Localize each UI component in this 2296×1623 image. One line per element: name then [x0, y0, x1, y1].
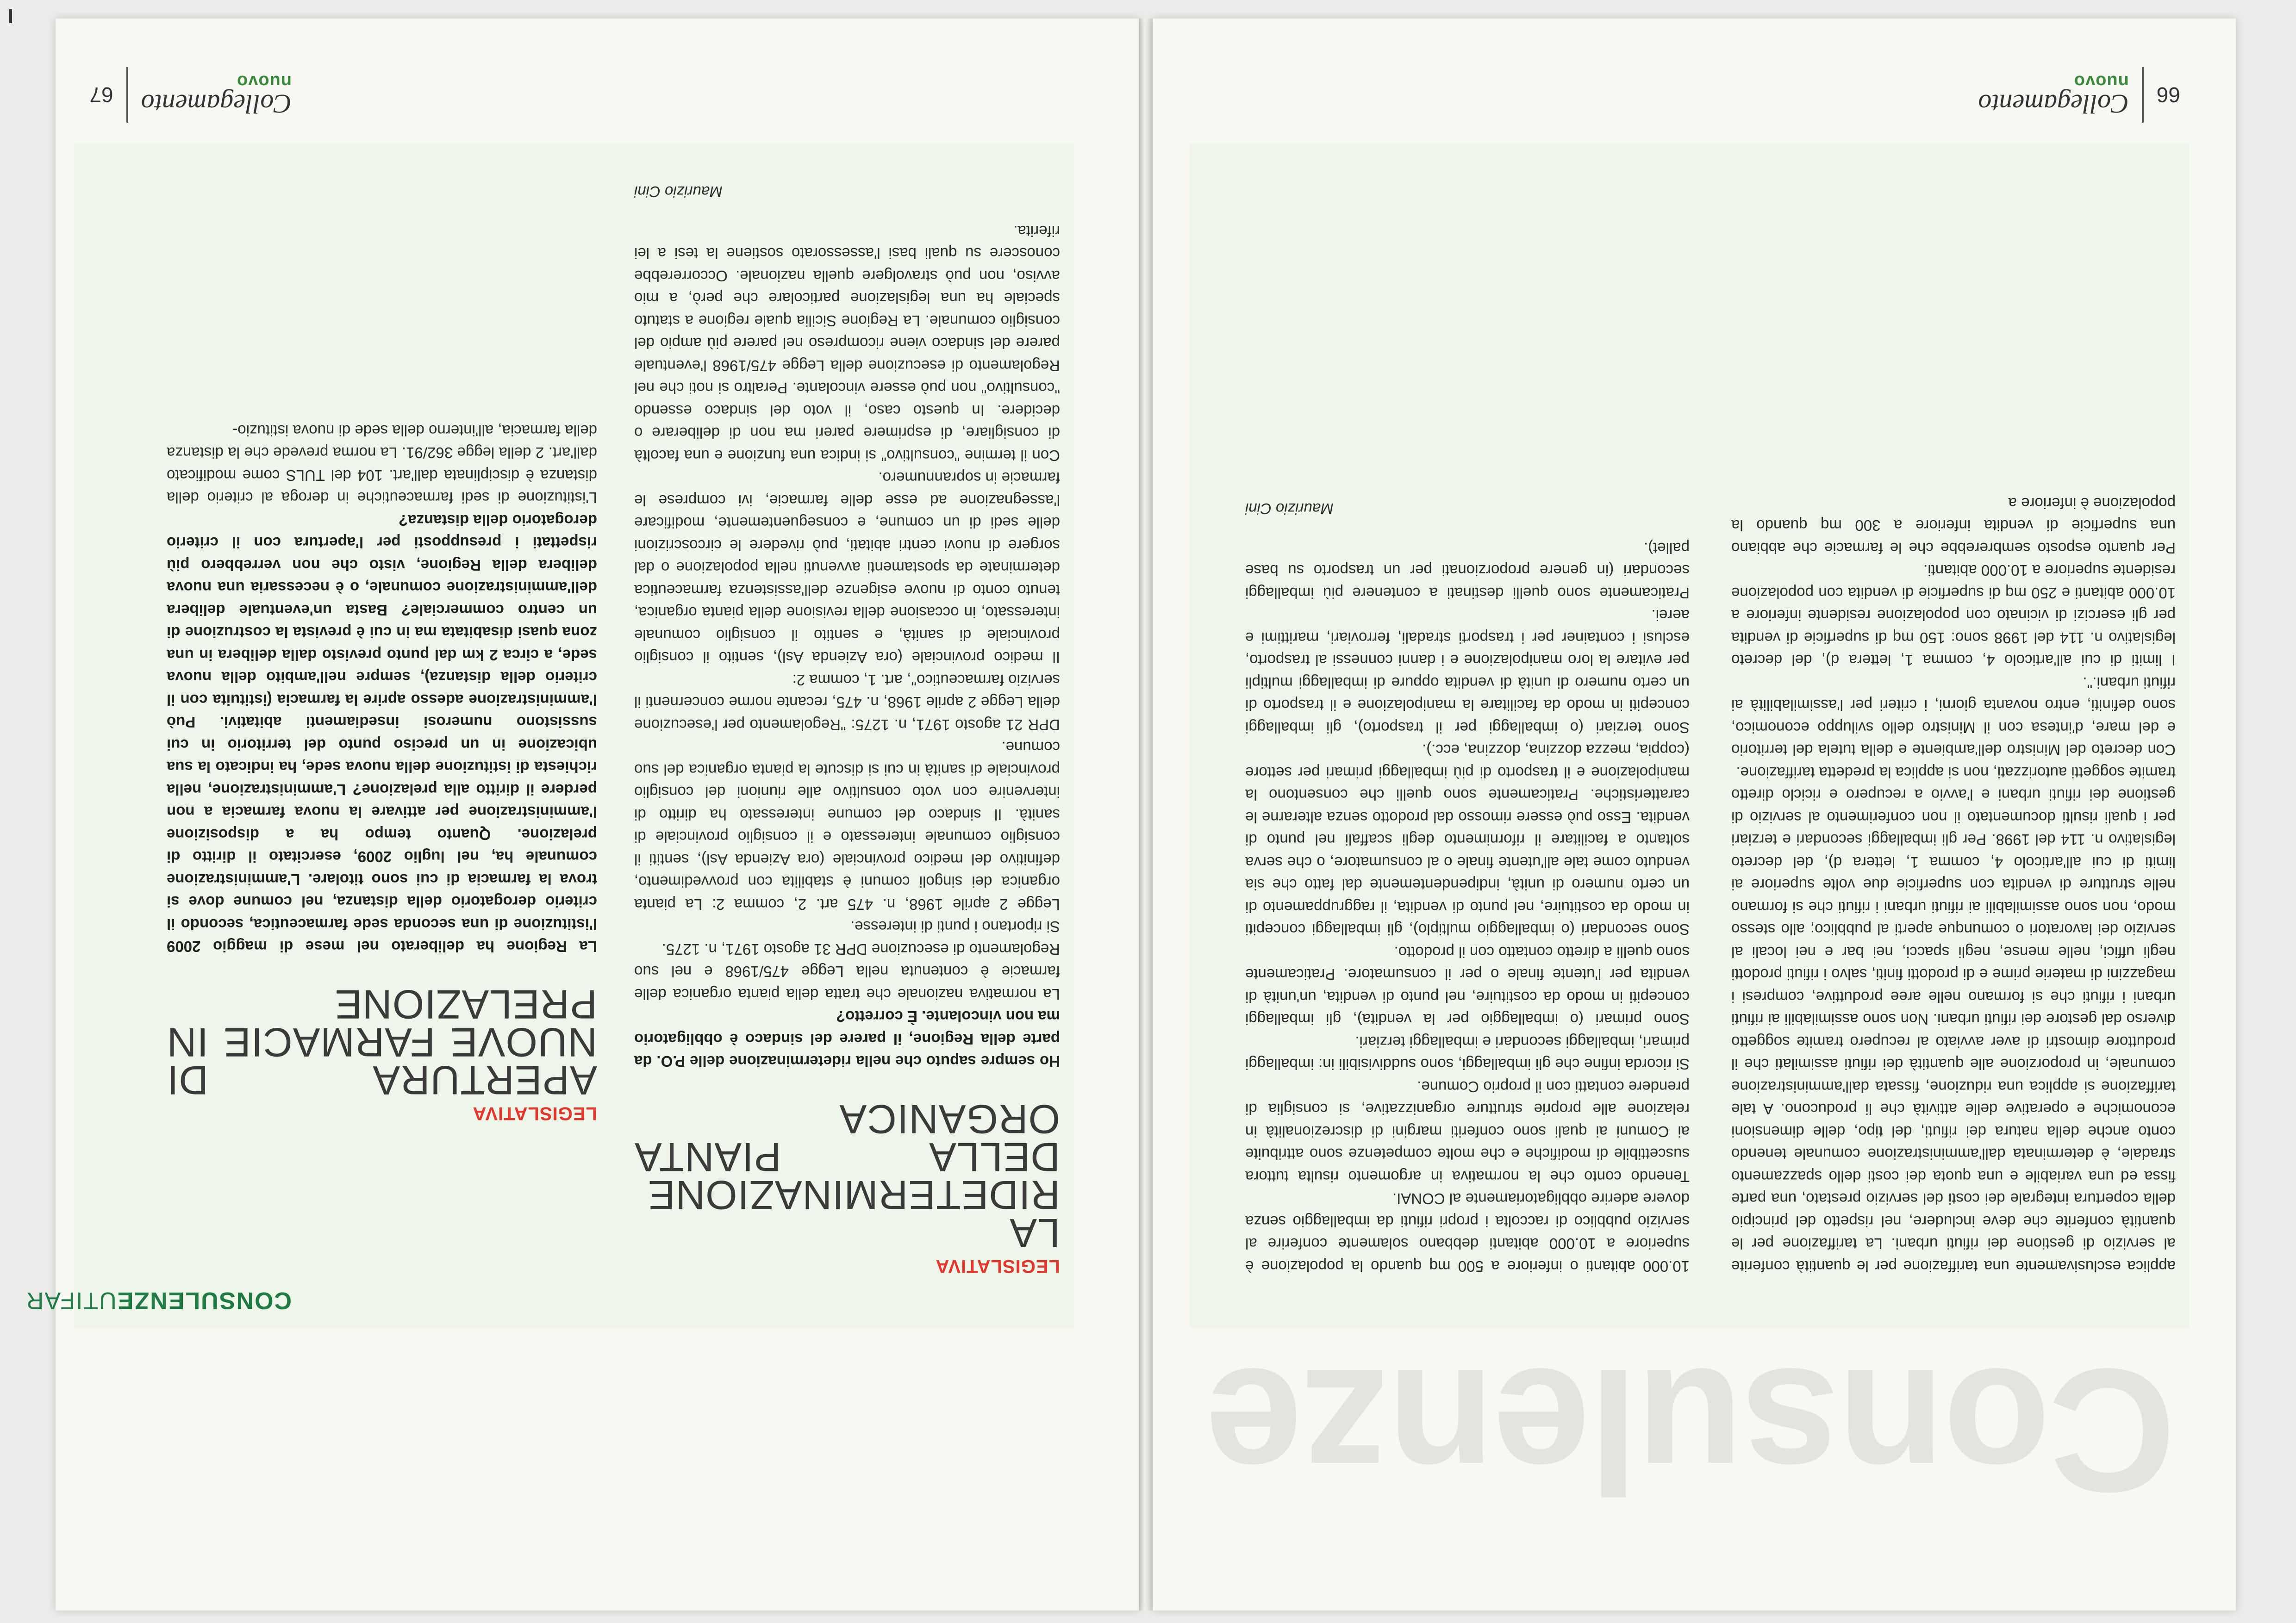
logo-collegamento: Collegamento: [1978, 89, 2129, 119]
article-paragraph: Si riportano i punti di interesse.: [850, 918, 1060, 936]
scan-crop-mark: [9, 9, 12, 23]
page-66: [1153, 19, 2236, 1611]
article-paragraph: Sono terziari (o imballaggi per il trasporto), gli imballaggi concepiti in modo da facilitare la manipolazione e il trasporto di un certo numero di unità di vendita oppure di imballaggi multipli per evitare la loro manipolazione e i danni connessi al trasporto, esclusi i container per i trasporti stradali, ferroviari, marittimi e aerei.: [1245, 607, 1690, 736]
logo-nuovo: nuovo: [237, 72, 292, 91]
header-divider: [126, 67, 128, 123]
article-kicker: LEGISLATIVA: [935, 1256, 1060, 1276]
header-divider: [2142, 67, 2144, 123]
article-headline: APERTURA DI NUOVE FARMACIE IN PRELAZIONE: [167, 982, 597, 1104]
article-paragraph: Sono primari (o imballaggio per la vendita), gli imballaggi concepiti in modo da costituire, nel punto di vendita, un'unità di vendita per l'utente finale o per il consumatore. Praticamente sono quelli a diretto contatto con il prodotto.: [1245, 944, 1690, 1028]
page-67-content: [25, 19, 1139, 1611]
article-paragraph: Legge 2 aprile 1968, n. 475 art. 2, comma 2: La pianta organica dei singoli comuni è stabilita con provvedimento, definitivo del medico provinciale (ora Azienda Asl), sentiti il consiglio comunale interessato e il consiglio provinciale di sanità. Il sindaco del comune interessato ha diritto di intervenire con voto consultivo alle riunioni del consiglio provinciale di sanità in cui si discute la pianta organica del suo comune.: [634, 739, 1060, 913]
article-paragraph: Con decreto del Ministro dell'ambiente e della tutela del territorio e del mare, d'intesa con il Ministro dello sviluppo economico, sono definiti, entro novanta giorni, i criteri per l'assimilabilità ai rifiuti urbani.".: [1731, 674, 2176, 759]
page-67-header: [89, 67, 292, 123]
article-paragraph: Con il termine "consultivo" si indica una funzione e una facoltà di consigliare, di esprimere pareri ma non di deliberare o decidere. In questo caso, il voto del sindaco essendo "consultivo" non può essere vincolante. Peraltro si noti che nel Regolamento di esecuzione della Legge 475/1968 l'eventuale parere del sindaco viene ricompreso nel parere più ampio del consiglio comunale. La Regione Sicilia quale regione a statuto speciale ha una legislazione particolare che però, a mio avviso, non può stravolgere quella nazionale. Occorrerebbe conoscere su quali basi l'assessorato sostiene la tesi a lei riferita.: [634, 223, 1060, 464]
page-number: 66: [2156, 83, 2180, 107]
binding-spine: [1138, 19, 1154, 1611]
article-paragraph: 10.000 abitanti o inferiore a 500 mq quando la popolazione è superiore a 10.000 abitanti debbano solamente conferire al servizio pubblico di raccolta i propri rifiuti da imballaggio senza dovere aderire obbligatoriamente al CONAI.: [1245, 1190, 1690, 1275]
logo-collegamento: Collegamento: [141, 89, 292, 119]
article-author: Maurizio Cini: [634, 183, 723, 201]
logo-nuovo: nuovo: [2073, 72, 2129, 91]
page-67-rotated: [25, 19, 1139, 1611]
article-continued-column-2: [1245, 497, 1690, 1277]
article-paragraph: L'istituzione di sedi farmaceutiche in deroga al criterio della distanza è disciplinata dall'art. 104 del TULS come modificato dall'art. 2 della legge 362/91. La norma prevede che la distanza della farmacia, all'interno della sede di nuova istituzio-: [167, 422, 597, 507]
magazine-logo: [1978, 73, 2128, 117]
article-paragraph: Praticamente sono quelli destinati a contenere più imballaggi secondari (in genere proporzionati per un trasporto su base pallet).: [1245, 540, 1690, 602]
article-paragraph: applica esclusivamente una tariffazione per le quantità conferite al servizio di gestione dei rifiuti urbani. La tariffazione per le quantità conferite che deve includere, nel rispetto del principio della copertura integrale dei costi del servizio prestato, una parte fissa ed una variabile e una quota dei costi dello spazzamento stradale, è determinata dall'amministrazione comunale tenendo conto anche della natura dei rifiuti, del tipo, delle dimensioni economiche e operative delle attività che li producono. A tale tariffazione si applica una riduzione, fissata dall'amministrazione comunale, in proporzione alle quantità dei rifiuti assimilati che il produttore dimostri di aver avviato al recupero tramite soggetto diverso dal gestore dei rifiuti urbani. Non sono assimilabili ai rifiuti urbani i rifiuti che si formano nelle aree produttive, compresi i magazzini di materie prime e di prodotti finiti, salvo i rifiuti prodotti negli uffici, nelle mense, negli spacci, nei bar e nei locali al servizio dei lavoratori o comunque aperti al pubblico; allo stesso modo, non sono assimilabili ai rifiuti urbani i rifiuti che si formano nelle strutture di vendita con superficie due volte superiore ai limiti di cui all'articolo 4, comma 1, lettera d), del decreto legislativo n. 114 del 1998. Per gli imballaggi secondari e terziari per i quali risulti documentato il non conferimento al servizio di gestione dei rifiuti urbani e l'avvio a recupero e riciclo diretto tramite soggetti autorizzati, non si applica la predetta tariffazione.: [1731, 764, 2176, 1275]
article-paragraph: Si ricorda infine che gli imballaggi, sono suddivisibili in: imballaggi primari, imballaggi secondari e imballaggi terziari.: [1245, 1033, 1690, 1073]
section-watermark: Consulenze: [1207, 1332, 2176, 1529]
section-label: [25, 1287, 292, 1314]
article-question: Ho sempre saputo che nella rideterminazione delle P.O. da parte della Regione, il parere del sindaco è obbligatorio ma non vincolante. È corretto?: [634, 1008, 1060, 1070]
magazine-logo: [141, 73, 292, 117]
article-author: Maurizio Cini: [1245, 500, 1334, 518]
page-66-header: [1978, 67, 2180, 123]
section-label-strong: CONSULENZE: [116, 1287, 292, 1314]
page-66-rotated: [1153, 19, 2236, 1611]
section-label-light: UTIFAR: [25, 1287, 117, 1314]
article-continued-column-1: [1731, 492, 2176, 1278]
page-66-content: [1153, 19, 2236, 1611]
page-67: [25, 19, 1139, 1611]
article-kicker: LEGISLATIVA: [472, 1103, 597, 1124]
page-number: 67: [89, 83, 113, 107]
article-question: La Regione ha deliberato nel mese di maggio 2009 l'istituzione di una seconda sede farmaceutica, secondo il criterio derogatorio della distanza, nel comune dove si trova la farmacia di cui sono titolare. L'amministrazione comunale ha, nel luglio 2009, esercitato il diritto di prelazione. Quanto tempo ha a disposizione l'amministrazione per attivare la nuova farmacia a non perdere il diritto alla prelazione? L'amministrazione, nella richiesta di istituzione della nuova sede, ha indicato la sua ubicazione in un preciso punto del territorio in cui sussistono numerosi insediamenti abitativi. Può l'amministrazione adesso aprire la farmacia (istituita con il criterio della distanza), sempre nell'ambito della nuova sede, a circa 2 km dal punto previsto dalla delibera in una zona quasi disabitata ma in cui è prevista la costruzione di un centro commerciale? Basta un'eventuale delibera dell'amministrazione comunale, o è necessaria una nuova delibera della Regione, visto che non verrebbero più rispettati i presupposti per l'apertura con il criterio derogatorio della distanza?: [167, 512, 597, 956]
article-paragraph: Tenendo conto che la normativa in argomento risulta tuttora suscettibile di modifiche e che molte competenze sono attribuite ai Comuni ai quali sono conferiti margini di discrezionalità in relazione alle proprie strutture organizzative, si consiglia di prendere contatti con il proprio Comune.: [1245, 1078, 1690, 1185]
article-paragraph: Il medico provinciale (ora Azienda Asl), sentito il consiglio provinciale di sanità, e sentito il consiglio comunale interessato, in occasione della revisione della pianta organica, tenuto conto di nuove esigenze dell'assistenza farmaceutica determinate da spostamenti avvenuti nella popolazione o dal sorgere di nuovi centri abitati, può rivedere le circoscrizioni delle sedi di un comune, e conseguentemente, modificare l'assegnazione ad esse delle farmacie, ivi comprese le farmacie in soprannumero.: [634, 469, 1060, 666]
article-paragraph: La normativa nazionale che tratta della pianta organica delle farmacie è contenuta nella Legge 475/1968 e nel suo Regolamento di esecuzione DPR 31 agosto 1971, n. 1275.: [634, 941, 1060, 1003]
article-paragraph: I limiti di cui all'articolo 4, comma 1, lettera d), del decreto legislativo n. 114 del 1998 sono: 150 mq di superficie di vendita per gli esercizi di vicinato con popolazione residente inferiore a 10.000 abitanti e 250 mq di superficie di vendita con popolazione residente superiore a 10.000 abitanti.: [1731, 562, 2176, 669]
article-headline: LA RIDETERMINAZIONE DELLA PIANTA ORGANICA: [634, 1096, 1060, 1256]
article-paragraph: DPR 21 agosto 1971, n. 1275: "Regolamento per l'esecuzione della Legge 2 aprile 1968, n. 475, recante norme concernenti il servizio farmaceutico", art. 1, comma 2:: [634, 672, 1060, 734]
article-nuove-farmacie: [167, 419, 597, 1125]
article-paragraph: Sono secondari (o imballaggio multiplo), gli imballaggi concepiti in modo da costituire, nel punto di vendita, il raggruppamento di un certo numero di unità, indipendentemente dal fatto che sia venduto come tale all'utente finale o al consumatore, o che serva soltanto a facilitare il rifornimento degli scaffali nel punto di vendita. Esso può essere rimosso dal prodotto senza alterarne le caratteristiche. Praticamente sono quelli che consentono la manipolazione e il trasporto di più imballaggi primari per settore (coppia, mezza dozzina, dozzina, ecc.).: [1245, 741, 1690, 939]
article-paragraph: Per quanto esposto sembrerebbe che le farmacie che abbiano una superficie di vendita inferiore a 300 mq quando la popolazione è inferiore a: [1731, 495, 2176, 557]
article-pianta-organica: [634, 180, 1060, 1277]
